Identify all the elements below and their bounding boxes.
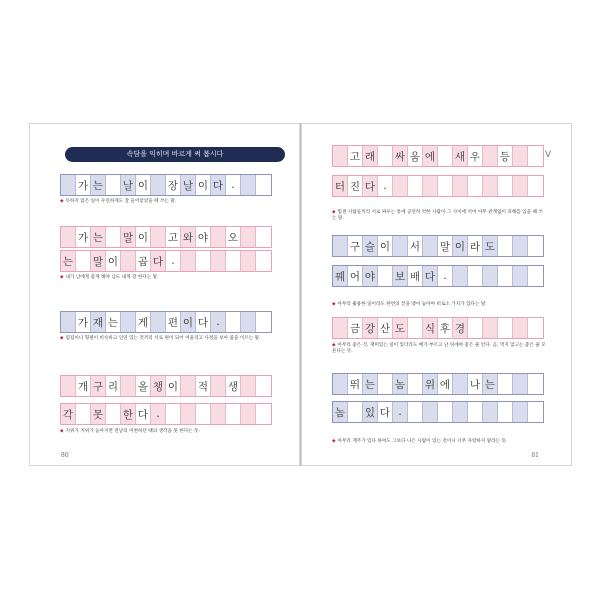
grid-cell: 구 [348,236,363,256]
grid-cell [378,146,393,166]
grid-cell: 올 [136,376,151,396]
grid-cell: 뛰 [348,374,363,394]
grid-cell: 고 [166,227,181,247]
grid-cell: 구 [91,376,106,396]
grid-cell [498,318,513,338]
grid-cell: 슬 [363,236,378,256]
proverb-note-text: 지위가 지위가 높아지면 전날의 미천하던 때의 생각을 못 한다는 뜻. [65,429,200,434]
grid-cell: 날 [121,175,136,195]
grid-cell: 새 [453,146,468,166]
grid-cell: 는 [483,374,498,394]
page-number: 80 [61,452,69,459]
grid-cell: 꿰 [333,266,348,286]
grid-cell: 한 [121,404,136,424]
writing-grid-row [332,175,544,197]
grid-cell: 이 [378,236,393,256]
grid-cell [226,251,241,271]
left-page [29,123,300,466]
grid-cell [211,251,226,271]
grid-cell: 챙 [151,376,166,396]
page-number: 81 [531,452,539,459]
grid-cell [438,176,453,196]
note-marker-icon: ◆ [60,275,64,280]
grid-cell [423,176,438,196]
grid-cell [498,374,513,394]
grid-cell: 어 [348,266,363,286]
grid-cell: 이 [136,175,151,195]
grid-cell [453,374,468,394]
grid-cell: 있 [363,402,378,422]
writing-grid-row [332,317,544,339]
note-marker-icon: ◆ [332,210,336,215]
grid-cell: 배 [408,266,423,286]
grid-cell: 는 [363,374,378,394]
grid-cell [378,266,393,286]
grid-cell [241,251,256,271]
grid-cell: 도 [393,318,408,338]
grid-cell [151,175,166,195]
proverb-note [60,429,275,435]
grid-cell [513,402,528,422]
grid-cell: 적 [196,376,211,396]
grid-cell [378,374,393,394]
proverb-note-text: 됨됨이나 형편이 비슷하고 인연 있는 것끼리 서로 편이 되어 어울리고 사정을 보아 줌을 이르는 말. [65,336,261,341]
page-title: 속담을 익히며 바르게 써 봅시다 [65,147,285,162]
grid-cell [528,374,543,394]
grid-cell: 고 [348,146,363,166]
grid-cell: 경 [453,318,468,338]
grid-cell [393,236,408,256]
grid-cell [226,404,241,424]
grid-cell [348,402,363,422]
grid-cell: 각 [61,404,76,424]
grid-cell [498,176,513,196]
proverb-note-text: 뜻하지 않은 일이 우연하게도 잘 들어맞았을 때 쓰는 말. [65,199,177,204]
grid-cell [483,402,498,422]
grid-cell: 이 [196,175,211,195]
grid-cell [528,318,543,338]
grid-cell: 금 [348,318,363,338]
grid-cell [151,312,166,332]
grid-cell [483,318,498,338]
grid-cell: 는 [61,251,76,271]
grid-cell: 가 [76,227,91,247]
grid-cell: 말 [91,251,106,271]
grid-cell [528,146,543,166]
writing-grid-row [332,145,544,167]
grid-cell [498,402,513,422]
grid-cell [453,402,468,422]
grid-cell: 다 [196,312,211,332]
writing-grid-row [60,403,272,425]
grid-cell [513,318,528,338]
grid-cell [453,176,468,196]
grid-cell [76,251,91,271]
grid-cell [241,175,256,195]
writing-grid-row [332,373,544,395]
note-marker-icon: ◆ [60,199,64,204]
proverb-note [332,439,547,445]
grid-cell: 날 [181,175,196,195]
grid-cell [211,376,226,396]
grid-cell [151,227,166,247]
writing-grid-row [60,375,272,397]
grid-cell [256,376,271,396]
writing-grid-row [332,265,544,287]
grid-cell: 장 [166,175,181,195]
grid-cell: 라 [468,236,483,256]
grid-cell: 가 [76,312,91,332]
grid-cell: 다 [423,266,438,286]
grid-cell: 는 [106,312,121,332]
grid-cell [438,146,453,166]
writing-grid-row [60,311,272,333]
grid-cell [256,175,271,195]
grid-cell: 놈 [333,402,348,422]
grid-cell: 래 [363,146,378,166]
grid-cell [61,227,76,247]
grid-cell: 말 [121,227,136,247]
grid-cell [61,312,76,332]
note-marker-icon: ◆ [332,302,336,307]
grid-cell: 못 [91,404,106,424]
grid-cell: 진 [348,176,363,196]
grid-cell: 말 [438,236,453,256]
grid-cell [528,402,543,422]
grid-cell [483,146,498,166]
grid-cell: 생 [226,376,241,396]
grid-cell: 놈 [393,374,408,394]
grid-cell [513,374,528,394]
grid-cell [513,176,528,196]
grid-cell [106,175,121,195]
grid-cell [438,402,453,422]
grid-cell [196,251,211,271]
grid-cell [468,402,483,422]
grid-cell [211,404,226,424]
grid-cell [513,266,528,286]
grid-cell: 위 [423,374,438,394]
grid-cell [468,318,483,338]
proverb-note-text: 아무리 재주가 있다 하여도 그보다 나은 사람이 있는 것이니 너무 자랑하지 말라는 뜻. [337,439,508,444]
grid-cell: . [438,266,453,286]
grid-cell [106,404,121,424]
proverb-note-text: 내가 남에게 좋게 해야 남도 내게 잘 한다는 말. [65,275,159,280]
grid-cell [513,146,528,166]
grid-cell: 나 [468,374,483,394]
grid-cell: 서 [408,236,423,256]
writing-grid-row [332,235,544,257]
writing-grid-row [60,250,272,272]
grid-cell: . [211,312,226,332]
grid-cell: . [151,404,166,424]
grid-cell [408,176,423,196]
grid-cell [333,318,348,338]
grid-cell [333,236,348,256]
grid-cell: . [393,402,408,422]
grid-cell: 보 [393,266,408,286]
note-marker-icon: ◆ [332,343,336,348]
proverb-note [60,336,275,342]
writing-grid-row [60,226,272,248]
proverb-note [60,199,275,205]
note-marker-icon: ◆ [60,336,64,341]
grid-cell: 곱 [136,251,151,271]
grid-cell: 도 [483,236,498,256]
proverb-note [60,275,275,281]
grid-cell [181,376,196,396]
grid-cell: 강 [363,318,378,338]
proverb-note [332,210,547,222]
grid-cell: 는 [91,227,106,247]
grid-cell: 에 [423,146,438,166]
grid-cell: 다 [378,402,393,422]
grid-cell [121,376,136,396]
grid-cell: 등 [498,146,513,166]
grid-cell: 다 [363,176,378,196]
grid-cell [408,374,423,394]
grid-cell [513,236,528,256]
grid-cell [408,402,423,422]
grid-cell: 이 [181,312,196,332]
proverb-note [332,302,547,308]
grid-cell: . [378,176,393,196]
grid-cell [256,227,271,247]
grid-cell: 싸 [393,146,408,166]
proverb-note [332,343,547,355]
grid-cell: 움 [408,146,423,166]
grid-cell [423,402,438,422]
grid-cell: 식 [423,318,438,338]
grid-cell: 후 [438,318,453,338]
grid-cell: 는 [91,175,106,195]
grid-cell: 오 [226,227,241,247]
grid-cell [393,176,408,196]
proverb-note-text: 힘센 사람들끼리 서로 싸우는 통에 공연히 약한 사람이 그 사이에 끼여 아무 관계없이 피해를 입을 때 쓰는 말. [332,210,543,222]
grid-cell [333,374,348,394]
grid-cell [423,236,438,256]
grid-cell: 우 [468,146,483,166]
grid-cell [61,376,76,396]
grid-cell: . [226,175,241,195]
grid-cell [211,227,226,247]
grid-cell [256,404,271,424]
grid-cell [76,404,91,424]
grid-cell [166,404,181,424]
right-page [301,123,572,466]
grid-cell: 게 [136,312,151,332]
grid-cell [106,227,121,247]
grid-cell [408,318,423,338]
note-marker-icon: ◆ [332,439,336,444]
grid-cell: 개 [76,376,91,396]
grid-cell: 다 [211,175,226,195]
grid-cell: 에 [438,374,453,394]
grid-cell [181,251,196,271]
grid-cell: 다 [151,251,166,271]
grid-cell [226,312,241,332]
grid-cell [121,312,136,332]
note-marker-icon: ◆ [60,429,64,434]
grid-cell: . [166,251,181,271]
grid-cell: 산 [378,318,393,338]
grid-cell [241,227,256,247]
grid-cell [241,404,256,424]
grid-cell: 이 [106,251,121,271]
grid-cell [196,404,211,424]
grid-cell [121,251,136,271]
writing-grid-row [332,401,544,423]
grid-cell: 재 [91,312,106,332]
grid-cell: 이 [166,376,181,396]
grid-cell [498,236,513,256]
writing-grid-row [60,174,272,196]
grid-cell: 터 [333,176,348,196]
grid-cell [528,266,543,286]
grid-cell [468,176,483,196]
grid-cell: 야 [196,227,211,247]
grid-cell [468,266,483,286]
grid-cell: 편 [166,312,181,332]
grid-cell [453,266,468,286]
grid-cell [181,404,196,424]
grid-cell [241,376,256,396]
grid-cell: 리 [106,376,121,396]
grid-cell: 다 [136,404,151,424]
grid-cell [528,236,543,256]
grid-cell: 가 [76,175,91,195]
grid-cell [528,176,543,196]
grid-cell [256,251,271,271]
grid-cell [256,312,271,332]
grid-cell: 와 [181,227,196,247]
grid-cell: 이 [453,236,468,256]
grid-cell: 이 [136,227,151,247]
grid-cell [61,175,76,195]
grid-cell [241,312,256,332]
grid-cell [483,176,498,196]
proverb-note-text: 아무리 훌륭한 일이라도 한번의 끝을 맺어 놓아야 비로소 가치가 있다는 말. [337,302,487,307]
proverb-note-text: 아무리 좋은 것, 재미있는 일이 있더라도 배가 부르고 난 뒤에야 좋은 줄 안다. 곧, 먹지 않고는 좋은 줄 모른다는 뜻. [332,343,546,355]
grid-cell: 야 [363,266,378,286]
grid-cell [333,146,348,166]
grid-cell [483,266,498,286]
book-spread [29,123,572,466]
grid-cell [498,266,513,286]
margin-check-mark: V [545,150,552,160]
